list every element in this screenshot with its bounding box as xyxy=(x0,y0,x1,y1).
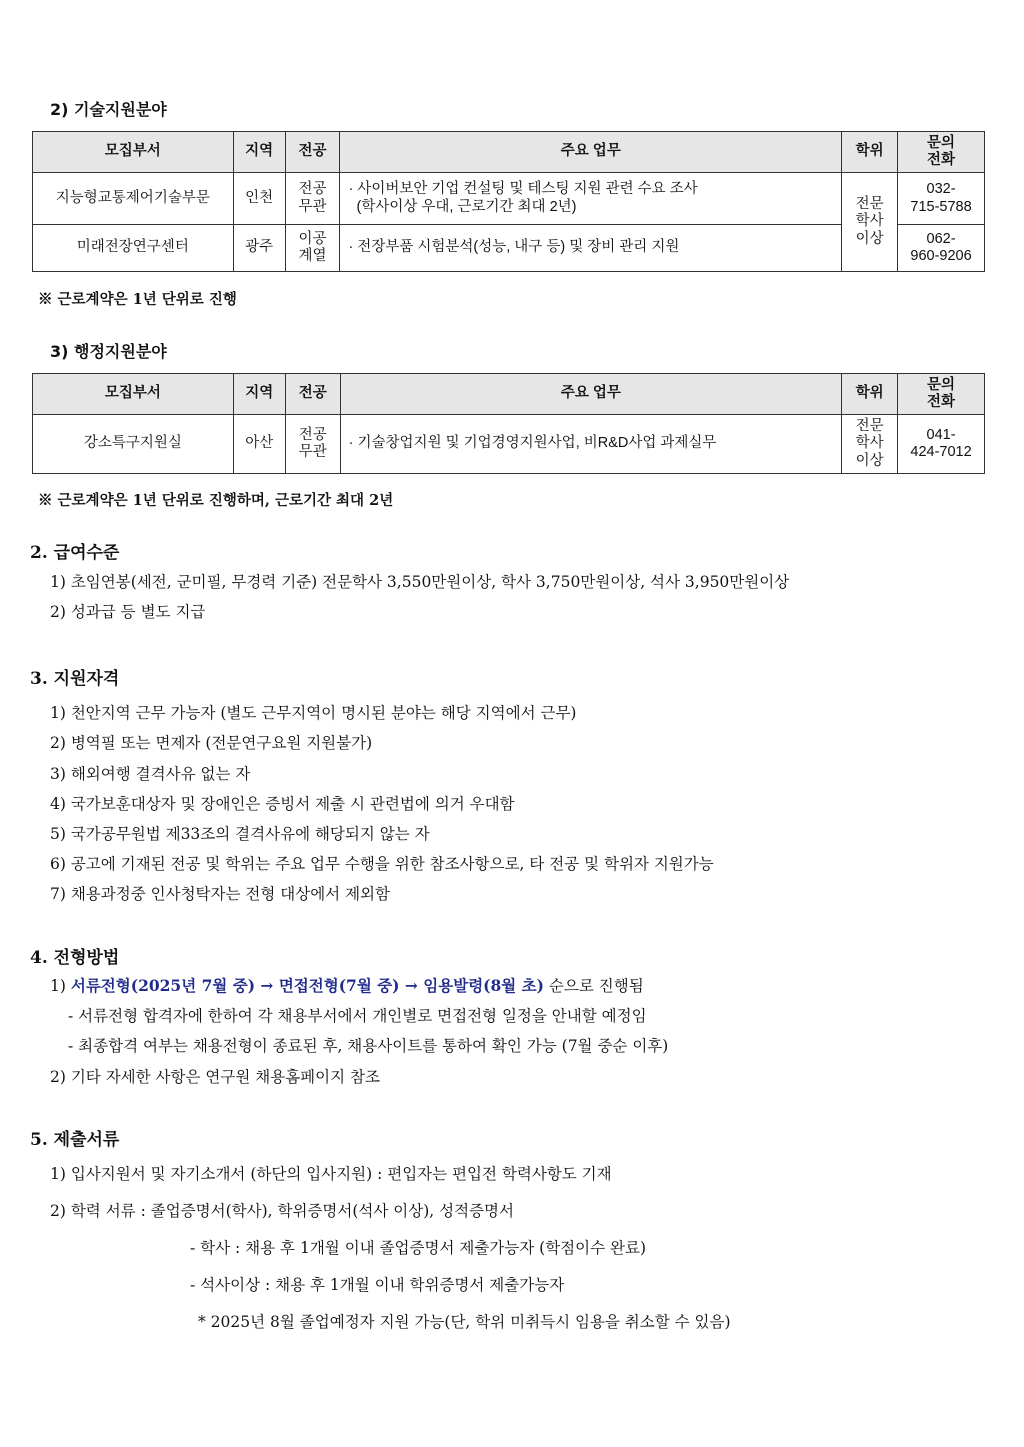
salary-item: 2) 성과급 등 별도 지급 xyxy=(50,603,206,621)
admin-heading: 3) 행정지원분야 xyxy=(50,342,167,361)
degree-cell: 전문 학사 이상 xyxy=(842,415,898,474)
qual-item: 3) 해외여행 결격사유 없는 자 xyxy=(50,765,251,783)
table-row xyxy=(33,173,985,225)
tech-heading: 2) 기술지원분야 xyxy=(50,100,167,119)
docs-note: * 2025년 8월 졸업예정자 지원 가능(단, 학위 미취득시 임용을 취소할 수 있음) xyxy=(198,1313,731,1331)
dept-cell: 미래전장연구센터 xyxy=(33,225,234,272)
region-cell: 아산 xyxy=(233,415,285,474)
dept-cell: 지능형교통제어기술부문 xyxy=(33,173,234,225)
qual-item: 7) 채용과정중 인사청탁자는 전형 대상에서 제외함 xyxy=(50,885,391,903)
qual-item: 5) 국가공무원법 제33조의 결격사유에 해당되지 않는 자 xyxy=(50,825,430,843)
duty-cell: · 기술창업지원 및 기업경영지원사업, 비R&D사업 과제실무 xyxy=(340,415,841,474)
qual-item: 6) 공고에 기재된 전공 및 학위는 주요 업무 수행을 위한 참조사항으로, 타 전공 및 학위자 지원가능 xyxy=(50,855,714,873)
dept-cell: 강소특구지원실 xyxy=(33,415,234,474)
admin-table xyxy=(32,373,985,474)
qual-item: 2) 병역필 또는 면제자 (전문연구요원 지원불가) xyxy=(50,734,373,752)
major-cell: 전공 무관 xyxy=(285,173,340,225)
docs-sub: - 석사이상 : 채용 후 1개월 이내 학위증명서 제출가능자 xyxy=(190,1276,565,1294)
process-title: 4. 전형방법 xyxy=(30,948,120,968)
qual-title: 3. 지원자격 xyxy=(30,669,120,689)
tech-table xyxy=(32,131,985,272)
col-duty: 주요 업무 xyxy=(340,374,841,415)
docs-item-2: 2) 학력 서류 : 졸업증명서(학사), 학위증명서(석사 이상), 성적증명서 xyxy=(50,1202,514,1220)
phone-cell: 062- 960-9206 xyxy=(898,225,985,272)
docs-sub: - 학사 : 채용 후 1개월 이내 졸업증명서 제출가능자 (학점이수 완료) xyxy=(190,1239,647,1257)
process-item-2: 2) 기타 자세한 사항은 연구원 채용홈페이지 참조 xyxy=(50,1068,380,1086)
process-sub: - 최종합격 여부는 채용전형이 종료된 후, 채용사이트를 통하여 확인 가능 (7월 중순 이후) xyxy=(68,1037,669,1055)
salary-title: 2. 급여수준 xyxy=(30,543,120,563)
major-cell: 이공 계열 xyxy=(285,225,340,272)
process-schedule: 서류전형(2025년 7월 중) → 면접전형(7월 중) → 임용발령(8월 초) xyxy=(70,976,544,995)
col-major: 전공 xyxy=(285,132,340,173)
degree-cell: 전문 학사 이상 xyxy=(842,173,898,272)
process-item-1 xyxy=(50,974,644,996)
phone-cell: 041- 424-7012 xyxy=(898,415,985,474)
process-item-1-suffix: 순으로 진행됨 xyxy=(543,977,644,995)
col-region: 지역 xyxy=(233,132,285,173)
duty-cell: · 전장부품 시험분석(성능, 내구 등) 및 장비 관리 지원 xyxy=(340,225,842,272)
salary-item: 1) 초임연봉(세전, 군미필, 무경력 기준) 전문학사 3,550만원이상, 학사 3,750만원이상, 석사 3,950만원이상 xyxy=(50,573,790,591)
major-cell: 전공 무관 xyxy=(285,415,340,474)
col-dept: 모집부서 xyxy=(33,132,234,173)
region-cell: 인천 xyxy=(233,173,285,225)
col-duty: 주요 업무 xyxy=(340,132,842,173)
table-row xyxy=(33,415,985,474)
col-phone: 문의 전화 xyxy=(898,132,985,173)
col-region: 지역 xyxy=(233,374,285,415)
col-dept: 모집부서 xyxy=(33,374,234,415)
admin-header-row xyxy=(33,374,985,415)
col-major: 전공 xyxy=(285,374,340,415)
tech-header-row xyxy=(33,132,985,173)
col-degree: 학위 xyxy=(842,132,898,173)
process-sub: - 서류전형 합격자에 한하여 각 채용부서에서 개인별로 면접전형 일정을 안내할 예정임 xyxy=(68,1007,647,1025)
phone-cell: 032- 715-5788 xyxy=(898,173,985,225)
admin-note: ※ 근로계약은 1년 단위로 진행하며, 근로기간 최대 2년 xyxy=(38,492,394,509)
col-phone: 문의 전화 xyxy=(898,374,985,415)
qual-item: 1) 천안지역 근무 가능자 (별도 근무지역이 명시된 분야는 해당 지역에서 근무) xyxy=(50,704,577,722)
col-degree: 학위 xyxy=(842,374,898,415)
region-cell: 광주 xyxy=(233,225,285,272)
duty-cell: · 사이버보안 기업 컨설팅 및 테스팅 지원 관련 수요 조사 (학사이상 우대, 근로기간 최대 2년) xyxy=(340,173,842,225)
qual-item: 4) 국가보훈대상자 및 장애인은 증빙서 제출 시 관련법에 의거 우대함 xyxy=(50,795,515,813)
process-item-1-prefix: 1) xyxy=(50,977,71,995)
docs-title: 5. 제출서류 xyxy=(30,1130,120,1150)
docs-item-1: 1) 입사지원서 및 자기소개서 (하단의 입사지원) : 편입자는 편입전 학력사항도 기재 xyxy=(50,1165,612,1183)
tech-note: ※ 근로계약은 1년 단위로 진행 xyxy=(38,291,237,308)
